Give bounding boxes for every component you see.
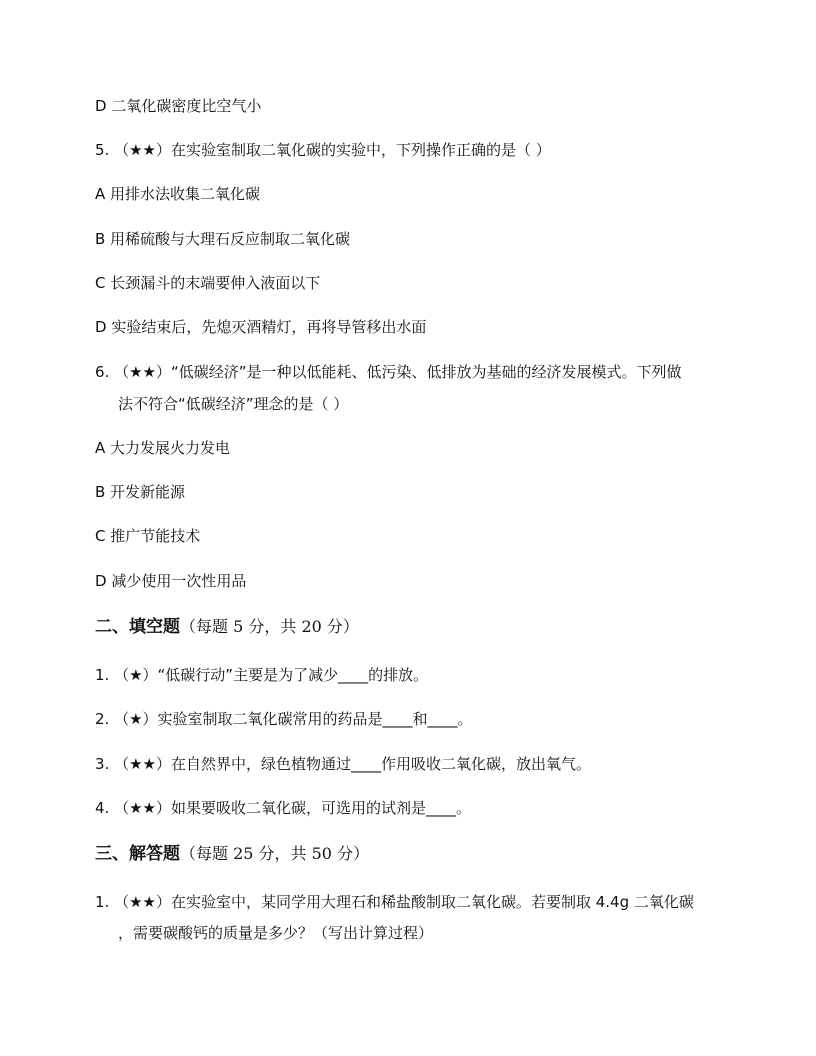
q6-option-b: B 开发新能源 [95,483,186,501]
q5-stem: 5. （★★）在实验室制取二氧化碳的实验中，下列操作正确的是（ ） [95,141,551,159]
q6-stem-line1: 6. （★★）“低碳经济”是一种以低能耗、低污染、低排放为基础的经济发展模式。下列做 [95,363,682,381]
section3-subtitle: （每题 25 分，共 50 分） [180,844,370,863]
answer-q1-line1: 1. （★★）在实验室中，某同学用大理石和稀盐酸制取二氧化碳。若要制取 4.4g 二氧化碳 [95,893,694,911]
section2-heading [95,615,359,639]
q5-option-d: D 实验结束后，先熄灭酒精灯，再将导管移出水面 [95,318,427,336]
q5-option-b: B 用稀硫酸与大理石反应制取二氧化碳 [95,230,351,248]
fill-q4: 4. （★★）如果要吸收二氧化碳，可选用的试剂是____。 [95,799,471,817]
section3-heading [95,842,369,866]
q6-option-a: A 大力发展火力发电 [95,439,231,457]
section2-title: 二、填空题 [95,617,180,637]
q5-option-a: A 用排水法收集二氧化碳 [95,185,261,203]
section3-title: 三、解答题 [95,844,180,864]
section2-subtitle: （每题 5 分，共 20 分） [180,617,359,636]
fill-q2: 2. （★）实验室制取二氧化碳常用的药品是____和____。 [95,710,473,728]
q6-option-d: D 减少使用一次性用品 [95,572,247,590]
q5-option-c: C 长颈漏斗的末端要伸入液面以下 [95,274,321,292]
fill-q3: 3. （★★）在自然界中，绿色植物通过____作用吸收二氧化碳，放出氧气。 [95,755,591,773]
fill-q1: 1. （★）“低碳行动”主要是为了减少____的排放。 [95,666,429,684]
q4-option-d: D 二氧化碳密度比空气小 [95,97,262,115]
q6-option-c: C 推广节能技术 [95,527,201,545]
answer-q1-line2: ，需要碳酸钙的质量是多少？（写出计算过程） [118,924,434,942]
q6-stem-line2: 法不符合“低碳经济”理念的是（ ） [118,395,349,413]
